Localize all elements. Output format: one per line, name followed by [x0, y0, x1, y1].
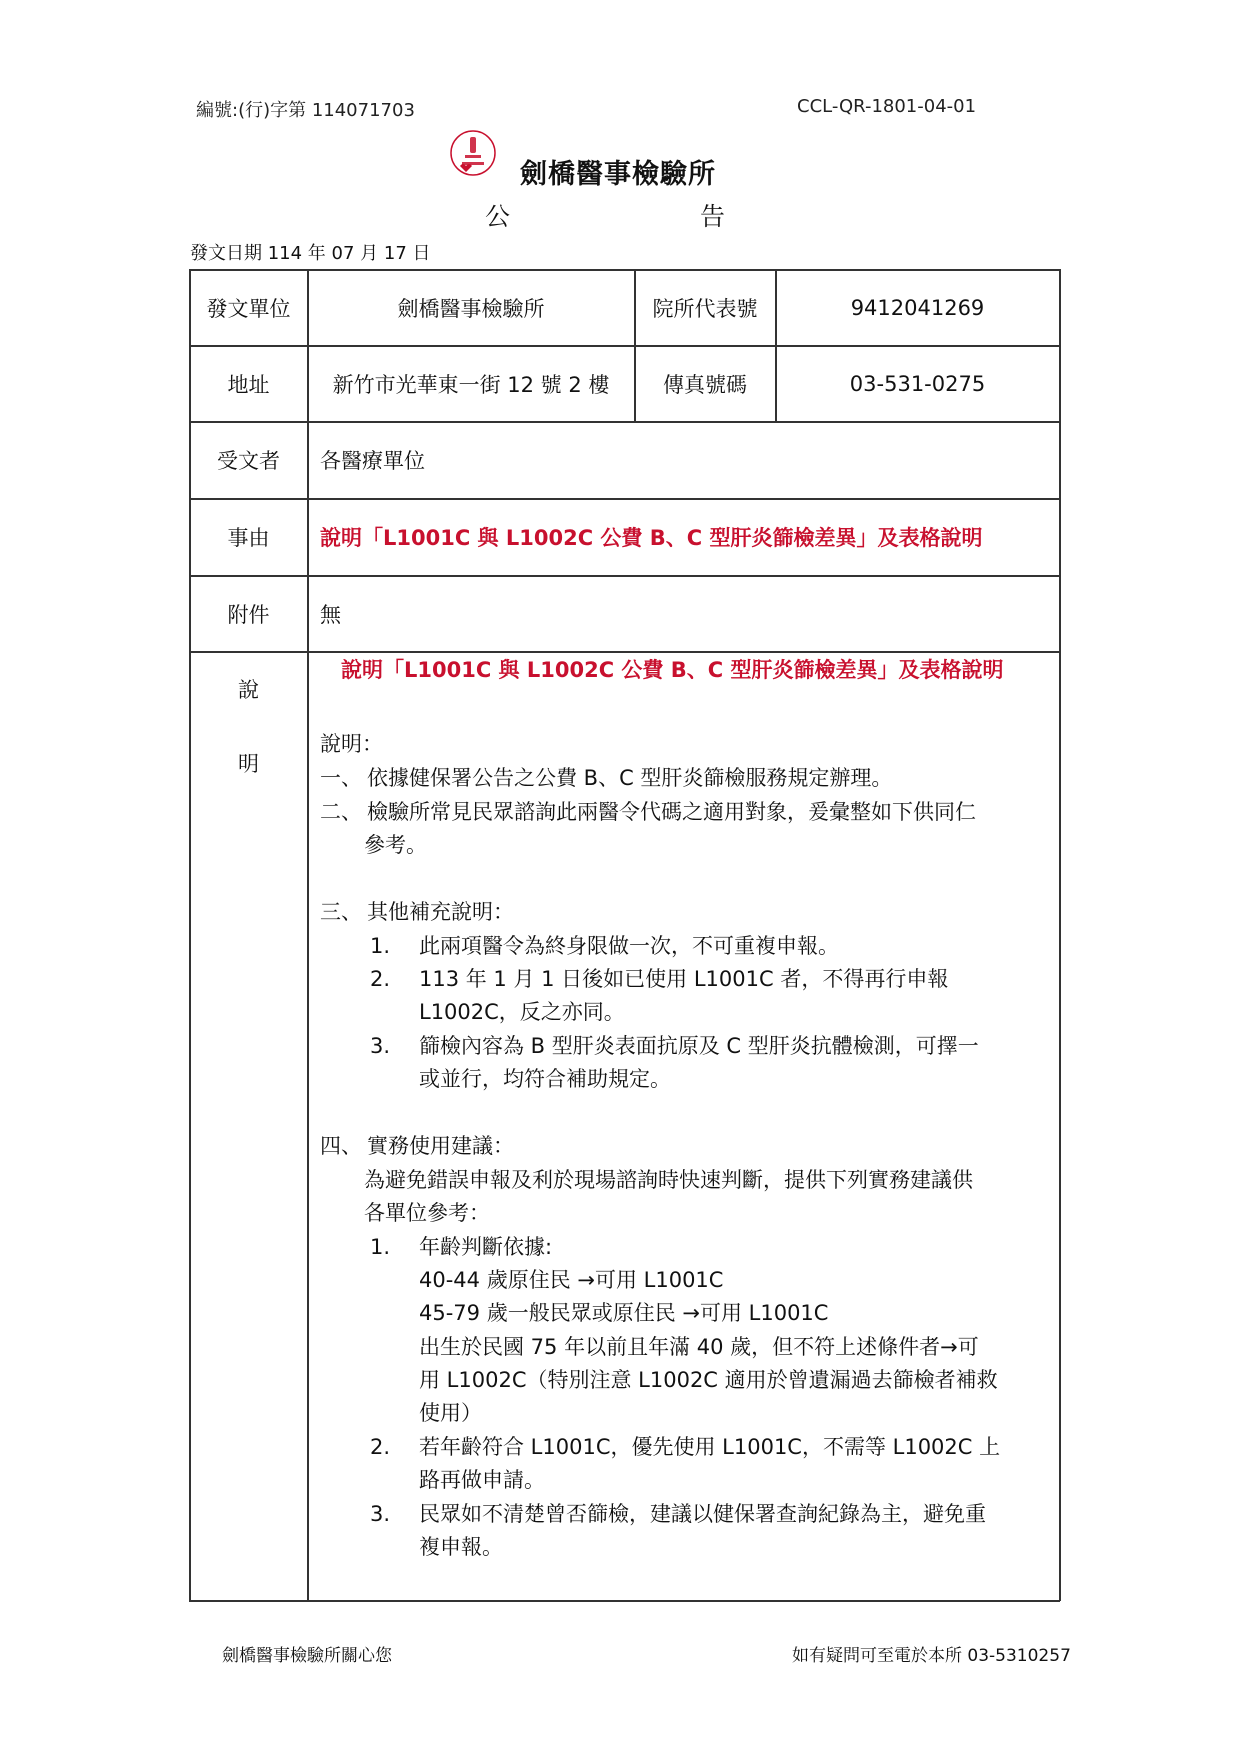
fax-value: 03-531-0275 [849, 371, 986, 396]
paragraph-3-number: 三、 [320, 900, 362, 924]
attachment-label: 附件 [227, 602, 270, 627]
institution-code-label: 院所代表號 [652, 296, 758, 321]
form-code: CCL-QR-1801-04-01 [797, 96, 977, 117]
age-rule-line: 出生於民國 75 年以前且年滿 40 歲，但不符上述條件者→可 [419, 1335, 979, 1359]
issuer-label: 發文單位 [206, 296, 291, 321]
institution-code-value: 9412041269 [850, 295, 985, 320]
document-number: 編號:(行)字第 114071703 [196, 100, 415, 121]
list-item: 若年齡符合 L1001C，優先使用 L1001C，不需等 L1002C 上 [419, 1435, 1001, 1459]
list-item-continued: 或並行，均符合補助規定。 [419, 1067, 671, 1091]
list-item-number: 1. [370, 934, 391, 958]
age-rule-heading: 年齡判斷依據: [419, 1235, 553, 1259]
description-label-char-1: 說 [238, 678, 259, 702]
paragraph-2-line-1: 檢驗所常見民眾諮詢此兩醫令代碼之適用對象，爰彙整如下供同仁 [367, 800, 976, 824]
address-label: 地址 [227, 372, 270, 397]
issuer-value: 劍橋醫事檢驗所 [397, 296, 545, 321]
paragraph-3-text: 其他補充說明： [367, 900, 514, 924]
age-rule-line: 使用） [419, 1401, 482, 1425]
microscope-heart-logo [448, 128, 498, 178]
age-rule-line: 45-79 歲一般民眾或原住民 →可用 L1001C [419, 1301, 829, 1325]
list-item-continued: L1002C，反之亦同。 [419, 1000, 625, 1024]
paragraph-4-intro-line-1: 為避免錯誤申報及利於現場諮詢時快速判斷，提供下列實務建議供 [364, 1168, 973, 1192]
list-item: 民眾如不清楚曾否篩檢，建議以健保署查詢紀錄為主，避免重 [419, 1502, 986, 1526]
footer-contact-text: 如有疑問可至電於本所 03-5310257 [792, 1646, 1071, 1666]
paragraph-1-text: 依據健保署公告之公費 B、C 型肝炎篩檢服務規定辦理。 [367, 766, 893, 790]
recipient-label: 受文者 [217, 449, 280, 473]
notice-heading-char-2: 告 [700, 202, 726, 231]
address-value: 新竹市光華東一街 12 號 2 樓 [332, 372, 610, 397]
fax-label: 傳真號碼 [663, 372, 747, 397]
recipient-value: 各醫療單位 [320, 449, 425, 473]
age-rule-line: 用 L1002C（特別注意 L1002C 適用於曾遺漏過去篩檢者補救 [419, 1368, 998, 1392]
organization-title: 劍橋醫事檢驗所 [520, 159, 716, 190]
paragraph-2-number: 二、 [320, 800, 362, 824]
attachment-value: 無 [320, 602, 341, 627]
list-item-number: 2. [370, 967, 391, 991]
list-item: 篩檢內容為 B 型肝炎表面抗原及 C 型肝炎抗體檢測，可擇一 [419, 1034, 979, 1058]
paragraph-4-text: 實務使用建議： [367, 1134, 514, 1158]
paragraph-4-intro-line-2: 各單位參考： [364, 1201, 490, 1225]
list-item-number: 3. [370, 1502, 391, 1526]
subject-value: 說明「L1001C 與 L1002C 公費 B、C 型肝炎篩檢差異」及表格說明 [320, 526, 983, 550]
list-item-number: 1. [370, 1235, 391, 1259]
list-item-number: 3. [370, 1034, 391, 1058]
age-rule-line: 40-44 歲原住民 →可用 L1001C [419, 1268, 724, 1292]
description-intro: 說明： [320, 732, 383, 756]
notice-heading-char-1: 公 [485, 202, 511, 231]
list-item-number: 2. [370, 1435, 391, 1459]
footer-left-text: 劍橋醫事檢驗所關心您 [222, 1646, 392, 1666]
list-item-continued: 複申報。 [419, 1535, 503, 1559]
paragraph-2-line-2: 參考。 [364, 833, 427, 857]
list-item: 113 年 1 月 1 日後如已使用 L1001C 者，不得再行申報 [419, 967, 949, 991]
paragraph-4-number: 四、 [320, 1134, 362, 1158]
description-label-char-2: 明 [238, 752, 259, 776]
issue-date: 發文日期 114 年 07 月 17 日 [190, 243, 431, 264]
paragraph-1-number: 一、 [320, 766, 362, 790]
list-item: 此兩項醫令為終身限做一次，不可重複申報。 [419, 934, 839, 958]
list-item-continued: 路再做申請。 [419, 1468, 545, 1492]
description-title: 說明「L1001C 與 L1002C 公費 B、C 型肝炎篩檢差異」及表格說明 [341, 658, 1004, 682]
subject-label: 事由 [227, 526, 270, 550]
